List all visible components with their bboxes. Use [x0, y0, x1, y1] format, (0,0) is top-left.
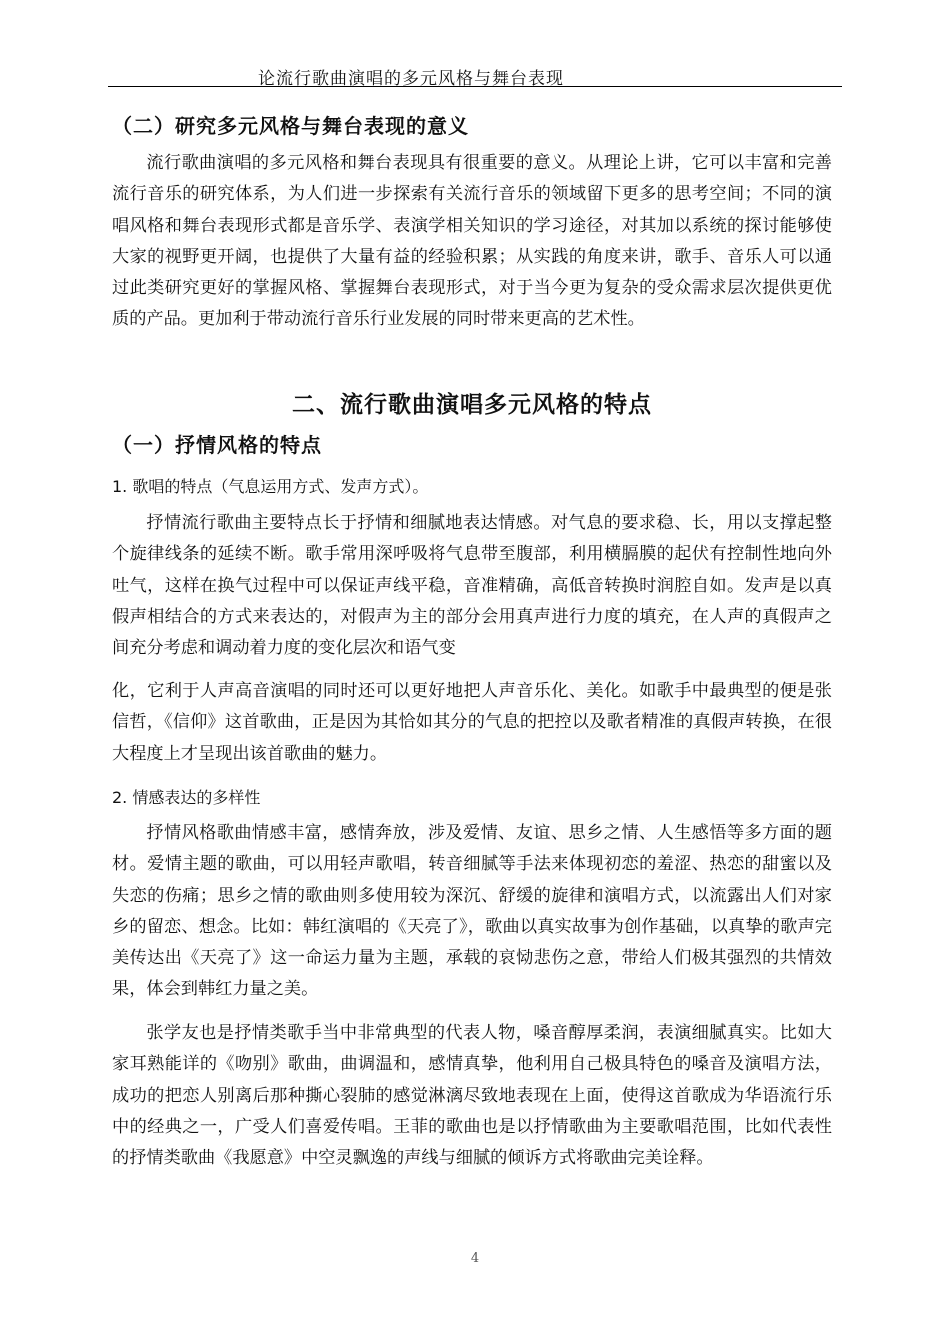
- running-header: 论流行歌曲演唱的多元风格与舞台表现: [258, 69, 564, 89]
- point-heading-emotion: 2. 情感表达的多样性: [112, 788, 261, 807]
- header-rule: [108, 86, 842, 87]
- section-heading-significance: （二）研究多元风格与舞台表现的意义: [112, 114, 469, 138]
- chapter-heading: 二、流行歌曲演唱多元风格的特点: [292, 392, 652, 418]
- paragraph-emotion-b: 张学友也是抒情类歌手当中非常典型的代表人物，嗓音醇厚柔润，表演细腻真实。比如大家耳熟能详的《吻别》歌曲，曲调温和，感情真挚，他利用自己极具特色的嗓音及演唱方法，成功的把恋人别离后那种撕心裂肺的感觉淋漓尽致地表现在上面，使得这首歌成为华语流行乐中的经典之一，广受人们喜爱传唱。王菲的歌曲也是以抒情歌曲为主要歌唱范围，比如代表性的抒情类歌曲《我愿意》中空灵飘逸的声线与细腻的倾诉方式将歌曲完美诠释。: [112, 1023, 832, 1169]
- subsection-heading-lyrical: （一）抒情风格的特点: [112, 433, 322, 457]
- point-heading-singing: 1. 歌唱的特点（气息运用方式、发声方式）。: [112, 477, 429, 496]
- page-number: 4: [470, 1251, 480, 1266]
- paragraph-emotion-a: 抒情风格歌曲情感丰富，感情奔放，涉及爱情、友谊、思乡之情、人生感悟等多方面的题材。爱情主题的歌曲，可以用轻声歌唱，转音细腻等手法来体现初恋的羞涩、热恋的甜蜜以及失恋的伤痛；思乡之情的歌曲则多使用较为深沉、舒缓的旋律和演唱方式，以流露出人们对家乡的留恋、想念。比如：韩红演唱的《天亮了》，歌曲以真实故事为创作基础，以真挚的歌声完美传达出《天亮了》这一命运力量为主题，承载的哀恸悲伤之意，带给人们极其强烈的共情效果，体会到韩红力量之美。: [112, 823, 832, 1000]
- paragraph-singing-b: 化，它利于人声高音演唱的同时还可以更好地把人声音乐化、美化。如歌手中最典型的便是张信哲，《信仰》这首歌曲，正是因为其恰如其分的气息的把控以及歌者精准的真假声转换，在很大程度上才呈现出该首歌曲的魅力。: [112, 681, 832, 764]
- paragraph-significance: 流行歌曲演唱的多元风格和舞台表现具有很重要的意义。从理论上讲，它可以丰富和完善流行音乐的研究体系，为人们进一步探索有关流行音乐的领域留下更多的思考空间；不同的演唱风格和舞台表现形式都是音乐学、表演学相关知识的学习途径，对其加以系统的探讨能够使大家的视野更开阔，也提供了大量有益的经验积累；从实践的角度来讲，歌手、音乐人可以通过此类研究更好的掌握风格、掌握舞台表现形式，对于当今更为复杂的受众需求层次提供更优质的产品。更加利于带动流行音乐行业发展的同时带来更高的艺术性。: [112, 153, 832, 330]
- paragraph-singing-a: 抒情流行歌曲主要特点长于抒情和细腻地表达情感。对气息的要求稳、长，用以支撑起整个旋律线条的延续不断。歌手常用深呼吸将气息带至腹部，利用横膈膜的起伏有控制性地向外吐气，这样在换气过程中可以保证声线平稳，音准精确，高低音转换时润腔自如。发声是以真假声相结合的方式来表达的，对假声为主的部分会用真声进行力度的填充，在人声的真假声之间充分考虑和调动着力度的变化层次和语气变: [112, 513, 832, 659]
